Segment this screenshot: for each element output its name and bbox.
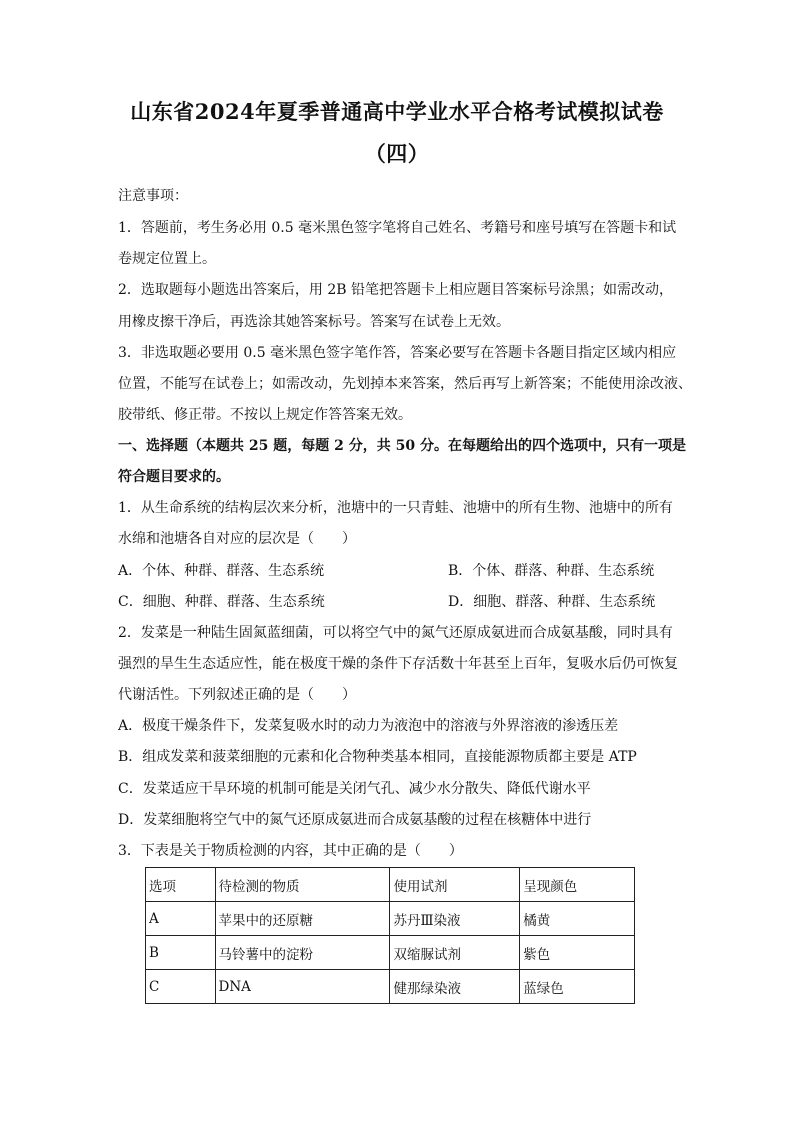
- section-heading: 一、选择题（本题共 25 题，每题 2 分，共 50 分。在每题给出的四个选项中，只有一项是: [118, 438, 686, 454]
- table-cell: 橘黄: [520, 902, 635, 936]
- question-2-stem: 2．发菜是一种陆生固氮蓝细菌，可以将空气中的氮气还原成氨进而合成氨基酸，同时具有: [118, 625, 673, 641]
- table-cell: DNA: [215, 970, 390, 1004]
- question-1-option-b: B．个体、群落、种群、生态系统: [448, 563, 655, 579]
- table-header-cell: 选项: [146, 868, 216, 902]
- table-cell: 苹果中的还原糖: [215, 902, 390, 936]
- question-2-stem: 强烈的旱生生态适应性，能在极度干燥的条件下存活数十年甚至上百年，复吸水后仍可恢复: [118, 656, 678, 672]
- exam-title-number: （四）: [364, 141, 430, 166]
- question-1-stem: 水绵和池塘各自对应的层次是（ ）: [118, 531, 356, 547]
- table-cell: B: [146, 936, 216, 970]
- table-row: [146, 970, 635, 1004]
- notice-line: 3．非选取题必要用 0.5 毫米黑色签字笔作答，答案必要写在答题卡各题目指定区域内相应: [118, 345, 677, 361]
- question-2-option-c: C．发菜适应干旱环境的机制可能是关闭气孔、减少水分散失、降低代谢水平: [118, 781, 591, 797]
- table-header-cell: 待检测的物质: [215, 868, 390, 902]
- notice-line: 胶带纸、修正带。不按以上规定作答答案无效。: [118, 407, 412, 423]
- question-2-option-b: B．组成发菜和菠菜细胞的元素和化合物种类基本相同，直接能源物质都主要是 ATP: [118, 749, 637, 765]
- table-row: [146, 936, 635, 970]
- table-cell: 紫色: [520, 936, 635, 970]
- notice-line: 用橡皮擦干净后，再选涂其她答案标号。答案写在试卷上无效。: [118, 314, 510, 330]
- notice-heading: 注意事项：: [118, 188, 188, 204]
- notice-line: 1．答题前，考生务必用 0.5 毫米黑色签字笔将自己姓名、考籍号和座号填写在答题卡和试: [118, 220, 677, 236]
- table-cell: 蓝绿色: [520, 970, 635, 1004]
- table-cell: 马铃薯中的淀粉: [215, 936, 390, 970]
- table-cell: 双缩脲试剂: [390, 936, 520, 970]
- table-cell: A: [146, 902, 216, 936]
- table-row: [146, 902, 635, 936]
- notice-line: 2．选取题每小题选出答案后，用 2B 铅笔把答题卡上相应题目答案标号涂黑；如需改动，: [118, 282, 674, 298]
- question-1-option-d: D．细胞、群落、种群、生态系统: [448, 594, 656, 610]
- question-3-table: [145, 867, 635, 1004]
- question-1-option-c: C．细胞、种群、群落、生态系统: [118, 594, 325, 610]
- section-heading: 符合题目要求的。: [118, 469, 230, 485]
- question-2-option-a: A．极度干燥条件下，发菜复吸水时的动力为液泡中的溶液与外界溶液的渗透压差: [118, 718, 619, 734]
- table-header-cell: 呈现颜色: [520, 868, 635, 902]
- table-header-row: [146, 868, 635, 902]
- notice-line: 位置，不能写在试卷上；如需改动，先划掉本来答案，然后再写上新答案；不能使用涂改液、: [118, 376, 692, 392]
- table-cell: C: [146, 970, 216, 1004]
- question-1-stem: 1．从生命系统的结构层次来分析，池塘中的一只青蛙、池塘中的所有生物、池塘中的所有: [118, 500, 673, 516]
- question-1-option-a: A．个体、种群、群落、生态系统: [118, 563, 325, 579]
- question-2-option-d: D．发菜细胞将空气中的氮气还原成氨进而合成氨基酸的过程在核糖体中进行: [118, 812, 592, 828]
- table-cell: 苏丹Ⅲ染液: [390, 902, 520, 936]
- question-3-stem: 3．下表是关于物质检测的内容，其中正确的是（ ）: [118, 843, 463, 859]
- notice-line: 卷规定位置上。: [118, 251, 216, 267]
- table-header-cell: 使用试剂: [390, 868, 520, 902]
- table-cell: 健那绿染液: [390, 970, 520, 1004]
- exam-title: 山东省2024年夏季普通高中学业水平合格考试模拟试卷: [130, 99, 664, 124]
- question-2-stem: 代谢活性。下列叙述正确的是（ ）: [118, 687, 356, 703]
